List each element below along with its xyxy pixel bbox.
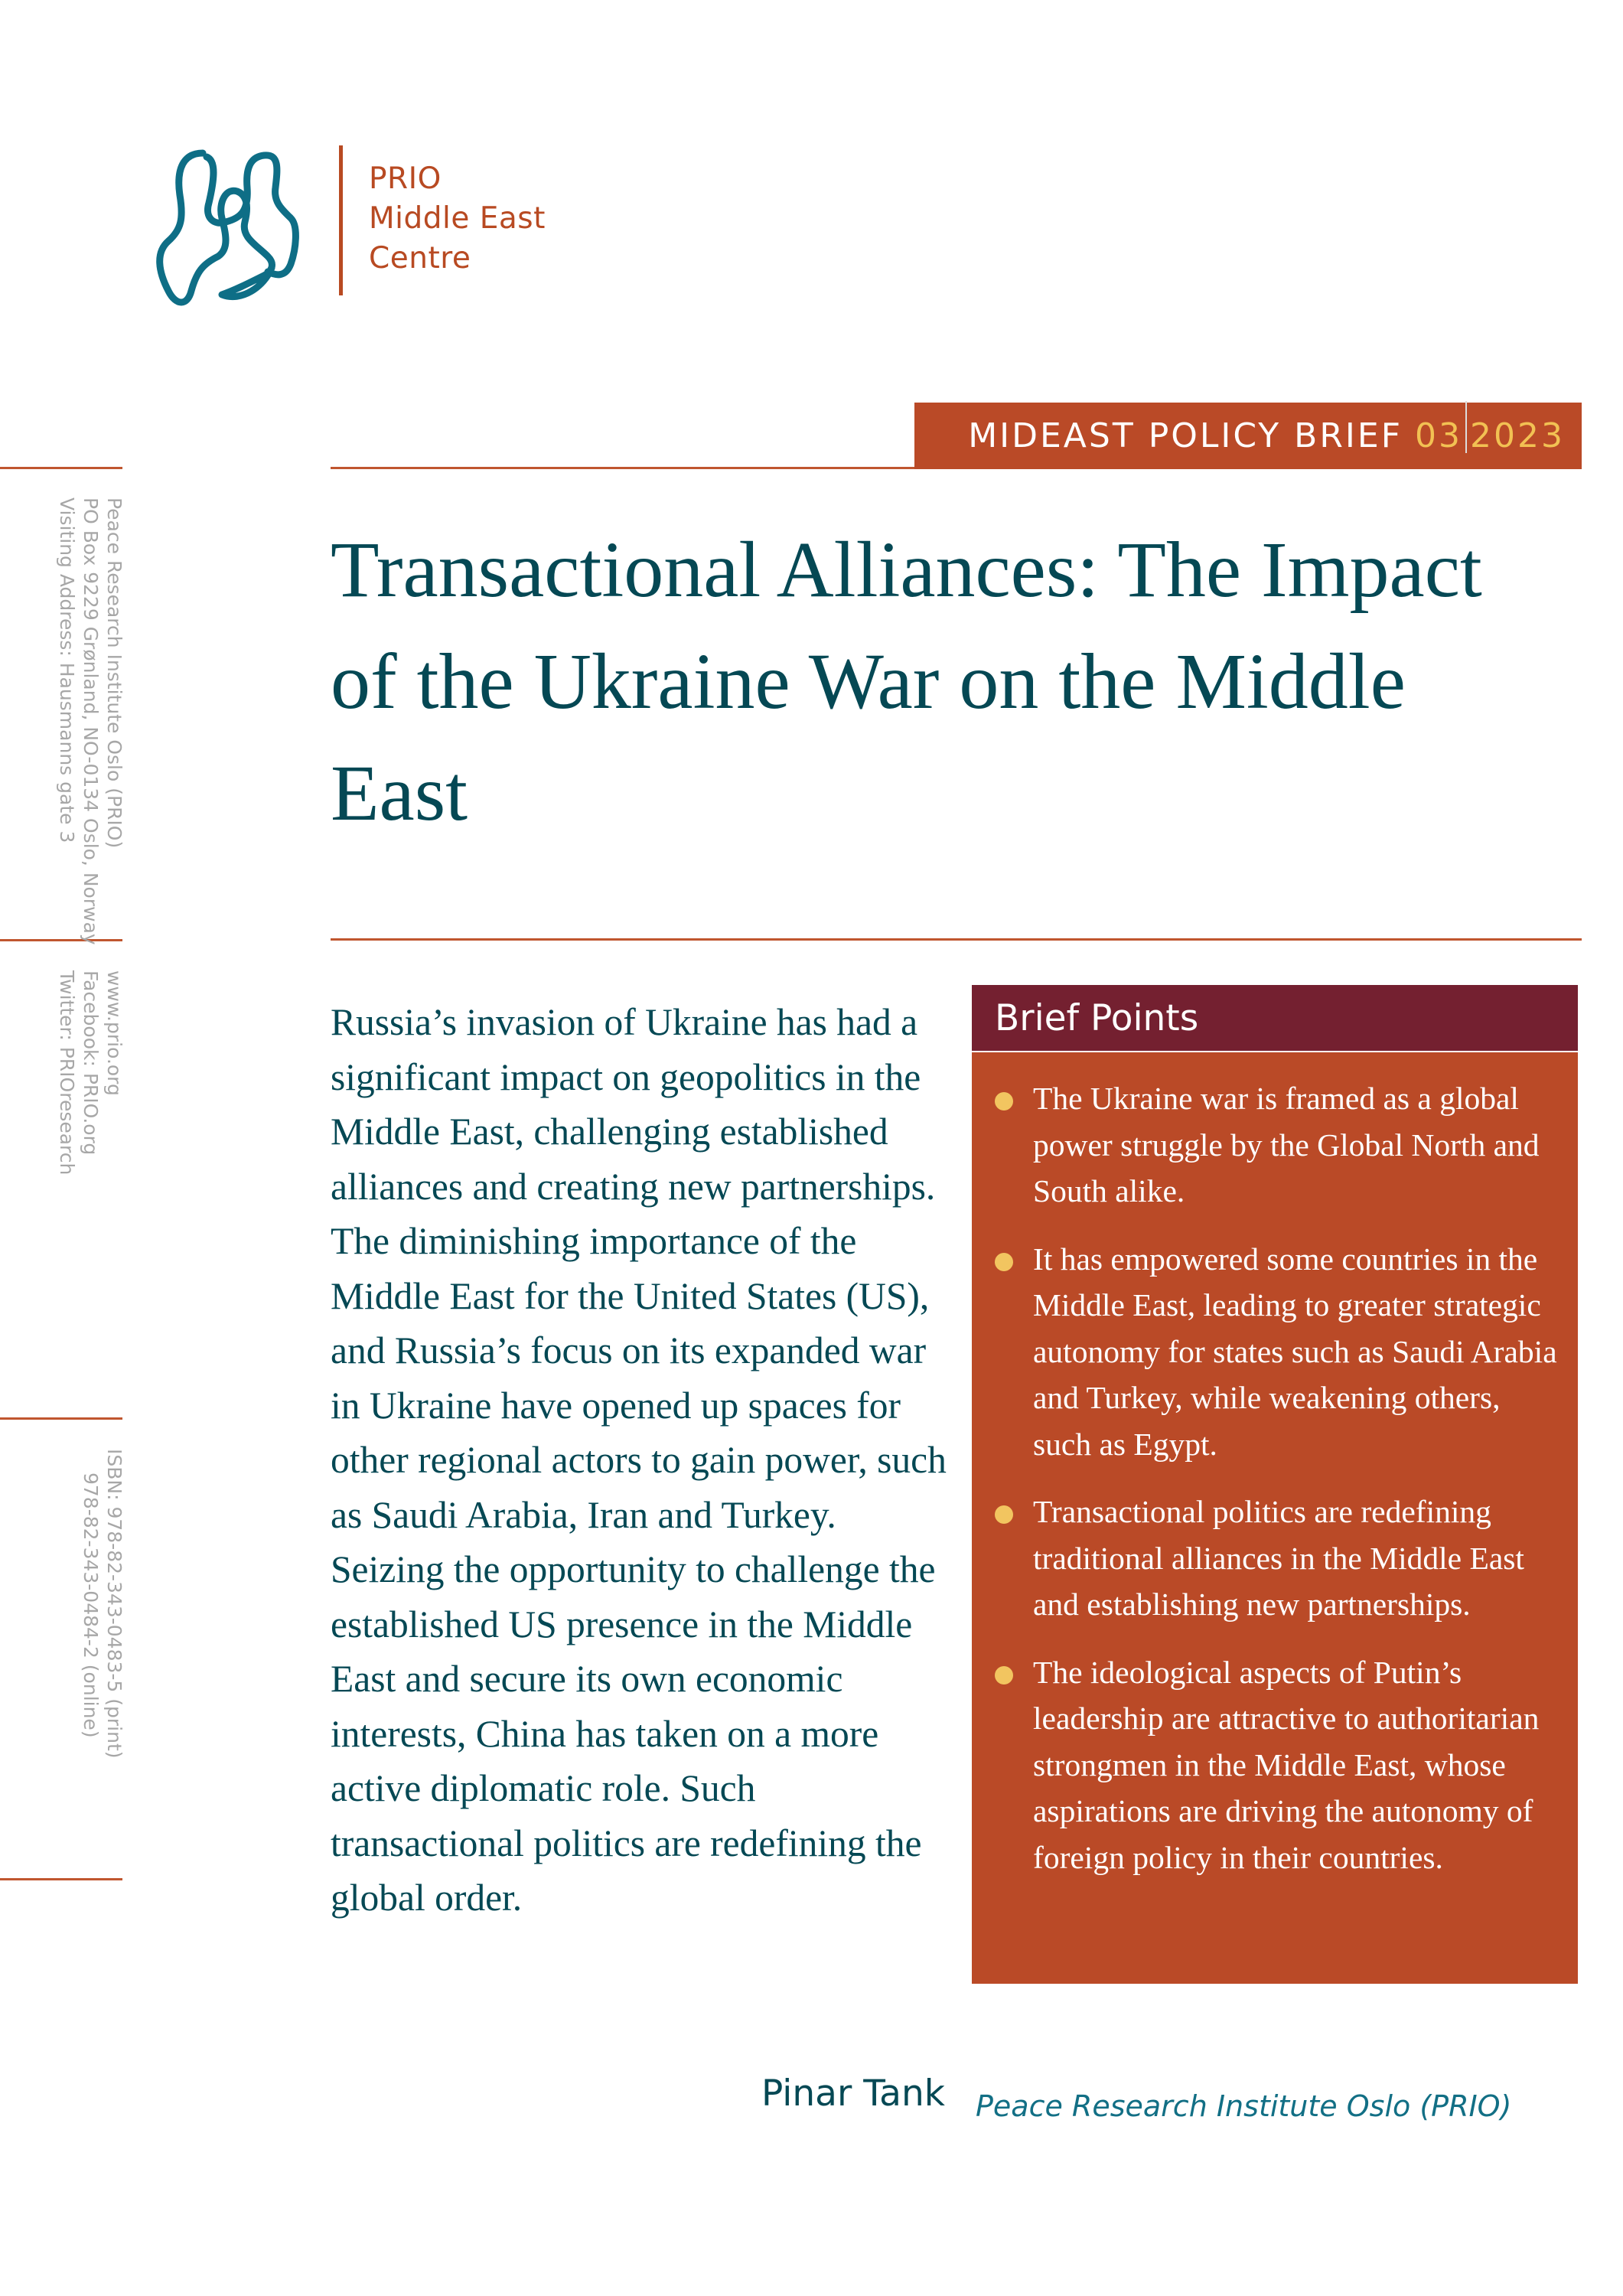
series-label: MIDEAST POLICY BRIEF (968, 416, 1403, 455)
side-rule-1 (0, 467, 122, 469)
side-rule-3 (0, 1417, 122, 1420)
author-affiliation: Peace Research Institute Oslo (PRIO) (976, 2089, 1512, 2123)
issue-number: 03 (1415, 416, 1463, 455)
brief-points-box (972, 1052, 1578, 1984)
title-rule (331, 938, 1582, 941)
address-line: PO Box 9229 Grønland, NO-0134 Oslo, Norway (80, 497, 102, 945)
logo-divider (339, 145, 343, 295)
brief-point-text: The Ukraine war is framed as a global power struggle by the Global North and South alike. (1033, 1081, 1540, 1208)
brief-point (995, 1236, 1563, 1468)
brief-points-heading (972, 985, 1578, 1051)
address-line: Visiting Address: Hausmanns gate 3 (56, 497, 78, 843)
series-banner (914, 403, 1582, 469)
logo-line-prio: PRIO (369, 161, 442, 196)
bullet-icon (995, 1666, 1013, 1684)
bullet-icon (995, 1505, 1013, 1524)
sidebar-isbn (79, 1449, 126, 1759)
brief-point (995, 1649, 1563, 1881)
brief-point-text: Transactional politics are redefining traditional alliances in the Middle East and establishing new partnerships. (1033, 1494, 1524, 1622)
brief-point-text: It has empowered some countries in the Middle East, leading to greater strategic autonomy for states such as Saudi Arabia and Turkey, while weakening others, such as Egypt. (1033, 1241, 1557, 1462)
brief-point (995, 1489, 1563, 1628)
website-link[interactable]: www.prio.org (103, 970, 125, 1096)
issue-year: 2023 (1470, 416, 1565, 455)
brief-points-list (995, 1075, 1563, 1880)
author-name: Pinar Tank (761, 2073, 945, 2115)
banner-rule (331, 467, 920, 469)
abstract: Russia’s invasion of Ukraine has had a significant impact on geopolitics in the Middle East, challenging established alliances and creating new partnerships. The diminishing importance of the Middle East for the United States (US), and Russia’s focus on its expanded war in Ukraine have opened up spaces for other regional actors to gain power, such as Saudi Arabia, Iran and Turkey. Seizing the opportunity to challenge the established US presence in the Middle East and secure its own economic interests, China has taken on a more active diplomatic role. Such transactional politics are redefining the global order. (331, 1001, 947, 1919)
prio-logo-icon (149, 134, 325, 310)
sidebar-address (55, 497, 126, 945)
side-rule-4 (0, 1878, 122, 1880)
twitter-link[interactable]: Twitter: PRIOresearch (56, 970, 78, 1176)
facebook-link[interactable]: Facebook: PRIO.org (80, 970, 102, 1156)
logo-line-centre: Centre (369, 241, 471, 276)
logo-line-middle-east: Middle East (369, 201, 546, 236)
address-line: Peace Research Institute Oslo (PRIO) (103, 497, 125, 849)
page-title: Transactional Alliances: The Impact of the Ukraine War on the Middle East (331, 526, 1482, 837)
bullet-icon (995, 1092, 1013, 1110)
brief-points-title: Brief Points (995, 996, 1199, 1039)
logo-wordmark (369, 159, 546, 279)
isbn-online: 978-82-343-0484-2 (online) (80, 1473, 102, 1738)
brief-point (995, 1075, 1563, 1215)
issue-year-separator (1465, 401, 1467, 453)
brief-point-text: The ideological aspects of Putin’s leadership are attractive to authoritarian strongmen in the Middle East, whose aspirations are driving the autonomy of foreign policy in their countries. (1033, 1654, 1540, 1875)
sidebar-links (55, 970, 126, 1175)
bullet-icon (995, 1253, 1013, 1271)
isbn-print: ISBN: 978-82-343-0483-5 (print) (103, 1449, 125, 1759)
